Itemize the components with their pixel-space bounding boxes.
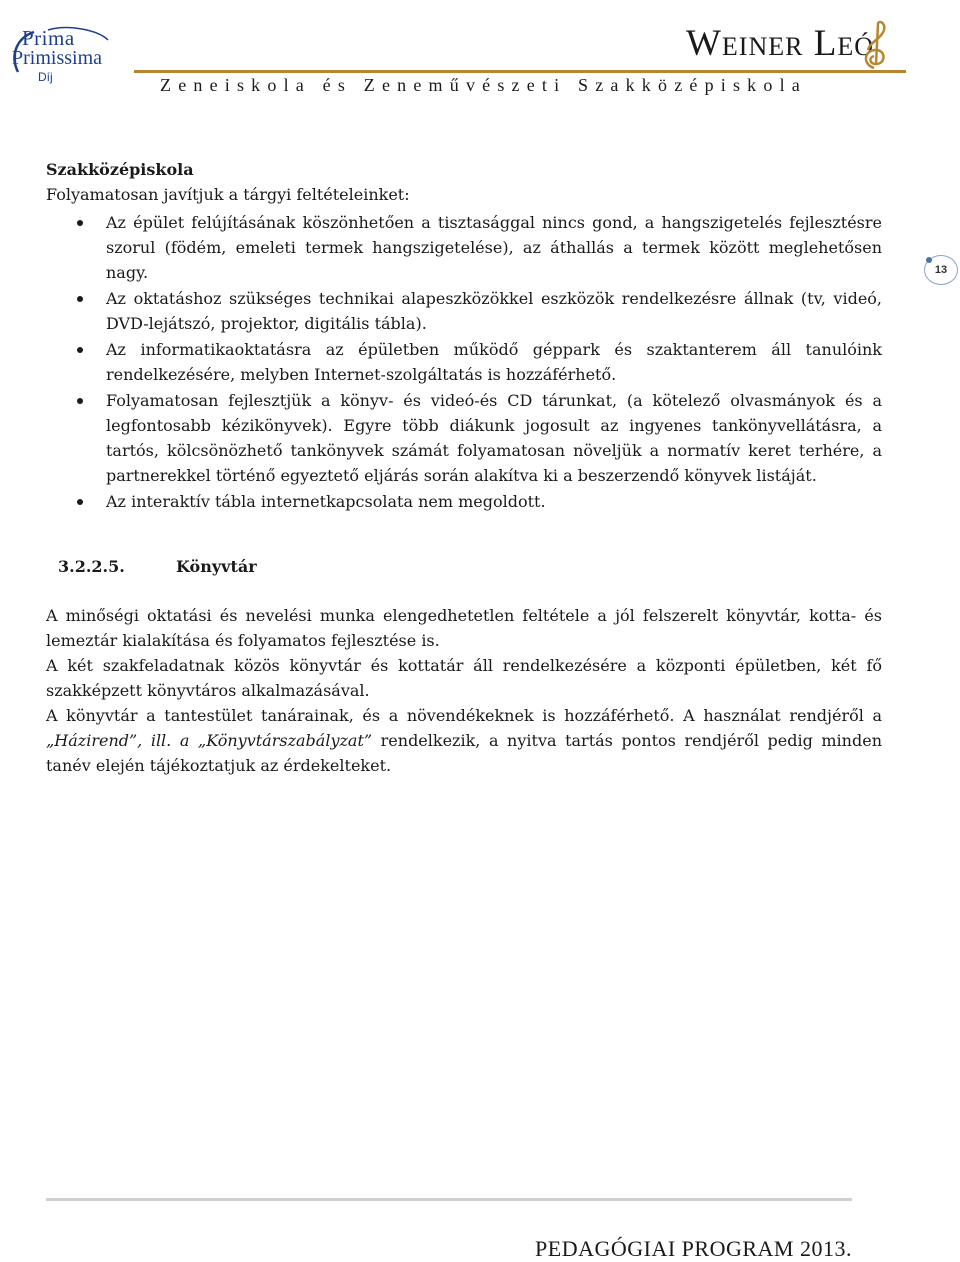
- footer-title: PEDAGÓGIAI PROGRAM 2013.: [535, 1236, 852, 1261]
- header-rule: [134, 70, 906, 73]
- paragraph-2: A két szakfeladatnak közös könyvtár és kottatár áll rendelkezésére a központi épületben, két fő szakképzett könyvtáros alkalmazásával.: [46, 656, 882, 700]
- page-header: [0, 0, 960, 110]
- treble-clef-icon: [856, 20, 892, 72]
- brand-name: Weiner Leó: [686, 23, 874, 64]
- library-paragraphs: [46, 603, 882, 778]
- school-tagline: Zeneiskola és Zeneművészeti Szakközépiskola: [160, 75, 807, 95]
- subsection-heading: [58, 554, 882, 579]
- logo-line1: Prima: [22, 26, 75, 50]
- paragraph-3-end: rendelkezik, a nyitva tartás pontos rendjéről pedig minden tanév elején tájékoztatjuk az érdekelteket.: [46, 731, 882, 775]
- list-item: Az épület felújításának köszönhetően a tisztasággal nincs gond, a hangszigetelés fejlesztésre szorul (födém, emeleti termek hangszigetelése), az áthallás a termek között meglehetősen nagy.: [46, 210, 882, 285]
- list-item: Az interaktív tábla internetkapcsolata nem megoldott.: [46, 489, 882, 514]
- footer-rule: [46, 1198, 852, 1201]
- page-badge-dot: [926, 257, 932, 263]
- prima-primissima-logo: [8, 26, 118, 92]
- subsection-number: 3.2.2.5.: [58, 557, 125, 576]
- paragraph-1: A minőségi oktatási és nevelési munka elengedhetetlen feltétele a jól felszerelt könyvtár, kotta- és lemeztár kialakítása és folyamatos fejlesztése is.: [46, 606, 882, 650]
- logo-line2: Primissima: [12, 47, 103, 69]
- list-item: Folyamatosan fejlesztjük a könyv- és videó-és CD tárunkat, (a kötelező olvasmányok és a legfontosabb kézikönyvek). Egyre több diákunk jogosult az ingyenes tankönyvellátásra, a tartós, kölcsönözhető tankönyvek számát folyamatosan növeljük a normatív keret terhére, a partnerekkel történő egyeztető eljárás során alakítva ki a beszerzendő könyvek listáját.: [46, 388, 882, 488]
- paragraph-3: [46, 703, 882, 778]
- page-number: 13: [934, 264, 948, 276]
- document-body: [46, 157, 882, 778]
- section-intro: Folyamatosan javítjuk a tárgyi feltételeinket:: [46, 185, 410, 204]
- section-title: Szakközépiskola: [46, 160, 194, 179]
- subsection-title: Könyvtár: [176, 557, 257, 576]
- list-item: Az informatikaoktatásra az épületben működő géppark és szaktanterem áll tanulóink rendelkezésére, melyben Internet-szolgáltatás is hozzáférhető.: [46, 337, 882, 387]
- list-item: Az oktatáshoz szükséges technikai alapeszközökkel eszközök rendelkezésre állnak (tv, videó, DVD-lejátszó, projektor, digitális tábla).: [46, 286, 882, 336]
- logo-line3: Díj: [38, 70, 53, 84]
- paragraph-3-start: A könyvtár a tantestület tanárainak, és a növendékeknek is hozzáférhető. A használat rendjéről a: [46, 706, 882, 725]
- conditions-list: [46, 210, 882, 514]
- paragraph-3-italic: „Házirend”, ill. a „Könyvtárszabályzat”: [46, 731, 373, 750]
